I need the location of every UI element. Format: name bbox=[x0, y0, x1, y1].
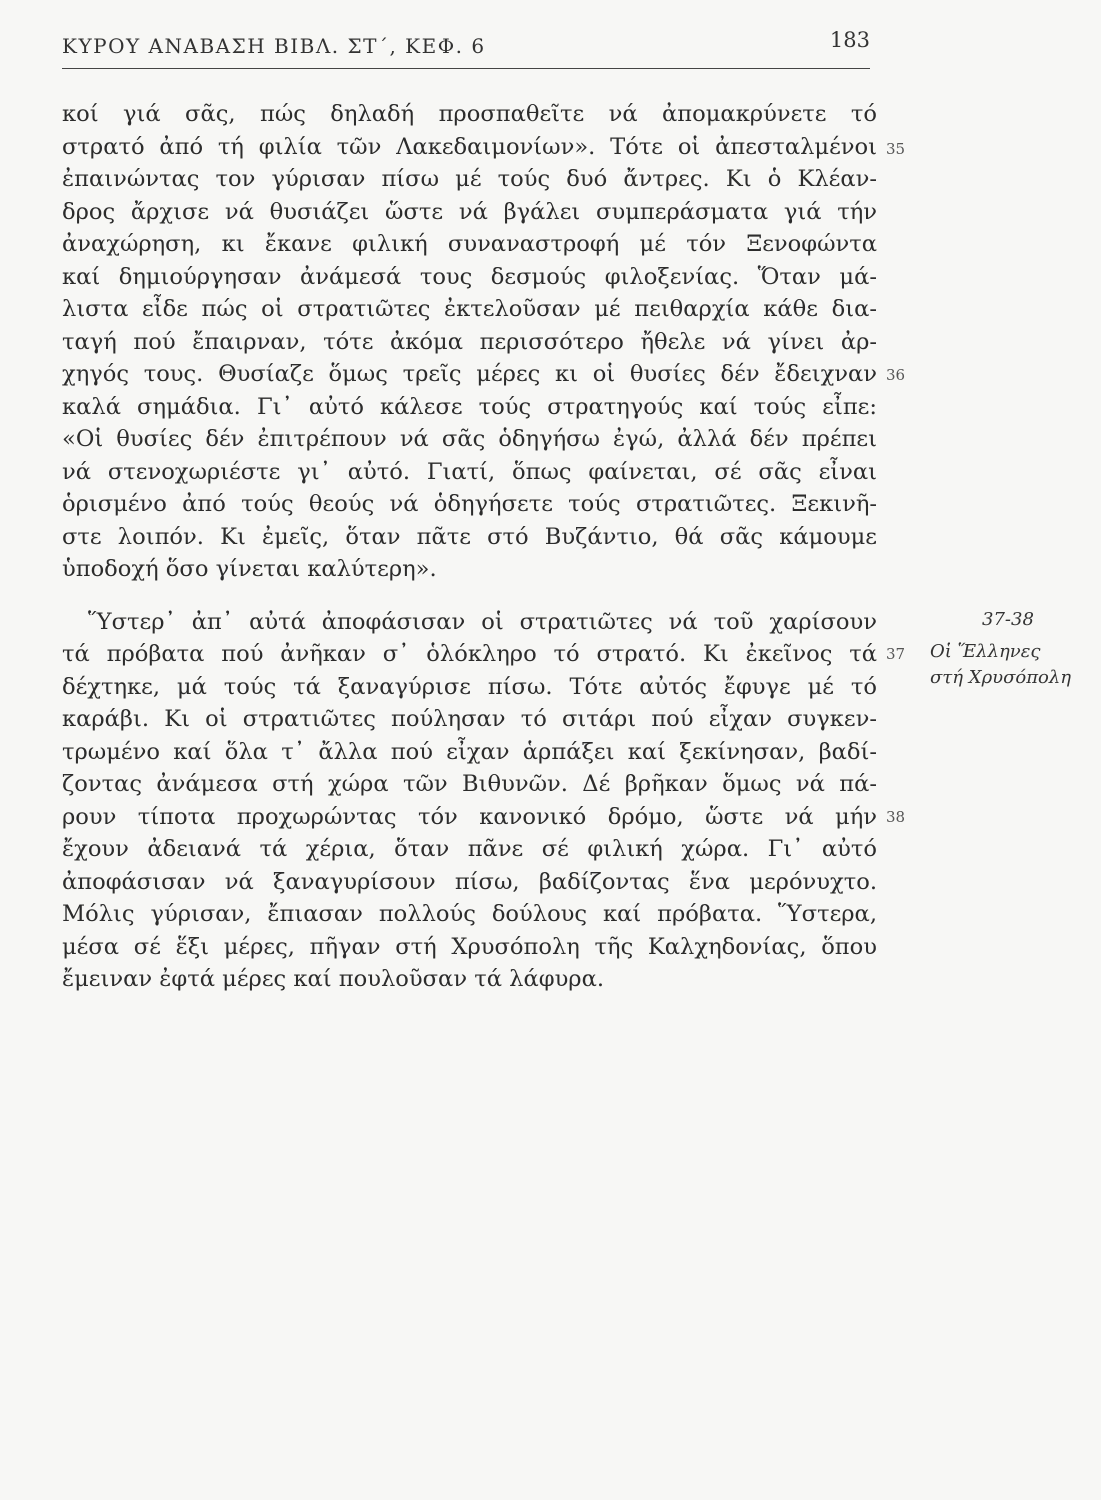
section-number-36: 36 bbox=[886, 366, 906, 384]
text-line: ἐπαινώντας τον γύρισαν πίσω μέ τούς δυό ἄντρες. Κι ὁ Κλέαν- bbox=[62, 166, 877, 192]
section-number-38: 38 bbox=[886, 808, 906, 826]
text-line: στε λοιπόν. Κι ἐμεῖς, ὅταν πᾶτε στό Βυζάντιο, θά σᾶς κάμουμε bbox=[62, 523, 877, 550]
text-line: ὁρισμένο ἀπό τούς θεούς νά ὁδηγήσετε τούς στρατιῶτες. Ξεκινῆ- bbox=[62, 491, 877, 517]
text-line: «Οἱ θυσίες δέν ἐπιτρέπουν νά σᾶς ὁδηγήσω ἐγώ, ἀλλά δέν πρέπει bbox=[62, 426, 877, 452]
page-number: 183 bbox=[829, 28, 870, 52]
text-line: λιστα εἶδε πώς οἱ στρατιῶτες ἐκτελοῦσαν μέ πειθαρχία κάθε δια- bbox=[62, 296, 877, 322]
text-line: τρωμένο καί ὅλα τ᾽ ἄλλα πού εἶχαν ἁρπάξει καί ξεκίνησαν, βαδί- bbox=[62, 738, 877, 765]
marginal-note-title: Οἱ Ἕλληνες bbox=[930, 641, 1041, 662]
text-line: καλά σημάδια. Γι᾽ αὐτό κάλεσε τούς στρατηγούς καί τούς εἶπε: bbox=[62, 393, 877, 420]
section-number-35: 35 bbox=[886, 140, 906, 158]
text-line: ρουν τίποτα προχωρώντας τόν κανονικό δρόμο, ὥστε νά μήν bbox=[62, 803, 877, 830]
text-line: Ὕστερ᾽ ἀπ᾽ αὐτά ἀποφάσισαν οἱ στρατιῶτες νά τοῦ χαρίσουν bbox=[88, 608, 877, 635]
page-header bbox=[62, 28, 870, 68]
section-number-37: 37 bbox=[886, 645, 906, 663]
marginal-note-subtitle: στή Χρυσόπολη bbox=[930, 667, 1072, 688]
text-line: ἀποφάσισαν νά ξαναγυρίσουν πίσω, βαδίζοντας ἕνα μερόνυχτο. bbox=[62, 868, 877, 895]
text-line: δέχτηκε, μά τούς τά ξαναγύρισε πίσω. Τότε αὐτός ἔφυγε μέ τό bbox=[62, 673, 877, 700]
text-line: χηγός τους. Θυσίαζε ὅμως τρεῖς μέρες κι οἱ θυσίες δέν ἔδειχναν bbox=[62, 361, 877, 387]
text-line: ἔχουν ἀδειανά τά χέρια, ὅταν πᾶνε σέ φιλική χώρα. Γι᾽ αὐτό bbox=[62, 836, 877, 862]
text-line: νά στενοχωριέστε γι᾽ αὐτό. Γιατί, ὅπως φαίνεται, σέ σᾶς εἶναι bbox=[62, 458, 877, 485]
text-line: ταγή πού ἔπαιρναν, τότε ἀκόμα περισσότερο ἤθελε νά γίνει ἀρ- bbox=[62, 328, 877, 355]
text-line: στρατό ἀπό τή φιλία τῶν Λακεδαιμονίων». Τότε οἱ ἀπεσταλμένοι bbox=[62, 133, 877, 160]
text-line: ἀναχώρηση, κι ἔκανε φιλική συναναστροφή μέ τόν Ξενοφώντα bbox=[62, 231, 877, 257]
text-line: καί δημιούργησαν ἀνάμεσά τους δεσμούς φιλοξενίας. Ὅταν μά- bbox=[62, 263, 877, 290]
text-line: Μόλις γύρισαν, ἔπιασαν πολλούς δούλους καί πρόβατα. Ὕστερα, bbox=[62, 901, 877, 927]
marginal-note-range: 37-38 bbox=[982, 609, 1034, 630]
text-line: ὑποδοχή ὅσο γίνεται καλύτερη». bbox=[62, 556, 437, 582]
text-line: κοί γιά σᾶς, πώς δηλαδή προσπαθεῖτε νά ἀπομακρύνετε τό bbox=[62, 101, 877, 127]
main-text bbox=[62, 98, 877, 996]
header-rule bbox=[62, 68, 870, 69]
text-line: τά πρόβατα πού ἀνῆκαν σ᾽ ὁλόκληρο τό στρατό. Κι ἐκεῖνος τά bbox=[62, 641, 877, 667]
running-head: ΚΥΡΟΥ ΑΝΑΒΑΣΗ ΒΙΒΛ. ΣΤ΄, ΚΕΦ. 6 bbox=[62, 34, 486, 58]
text-line: ἔμειναν ἐφτά μέρες καί πουλοῦσαν τά λάφυρα. bbox=[62, 966, 605, 992]
text-line: μέσα σέ ἕξι μέρες, πῆγαν στή Χρυσόπολη τῆς Καλχηδονίας, ὅπου bbox=[62, 933, 877, 960]
text-line: καράβι. Κι οἱ στρατιῶτες πούλησαν τό σιτάρι πού εἶχαν συγκεν- bbox=[62, 706, 877, 732]
text-line: ζοντας ἀνάμεσα στή χώρα τῶν Βιθυνῶν. Δέ βρῆκαν ὅμως νά πά- bbox=[62, 771, 877, 797]
text-line: δρος ἄρχισε νά θυσιάζει ὥστε νά βγάλει συμπεράσματα γιά τήν bbox=[62, 198, 877, 225]
